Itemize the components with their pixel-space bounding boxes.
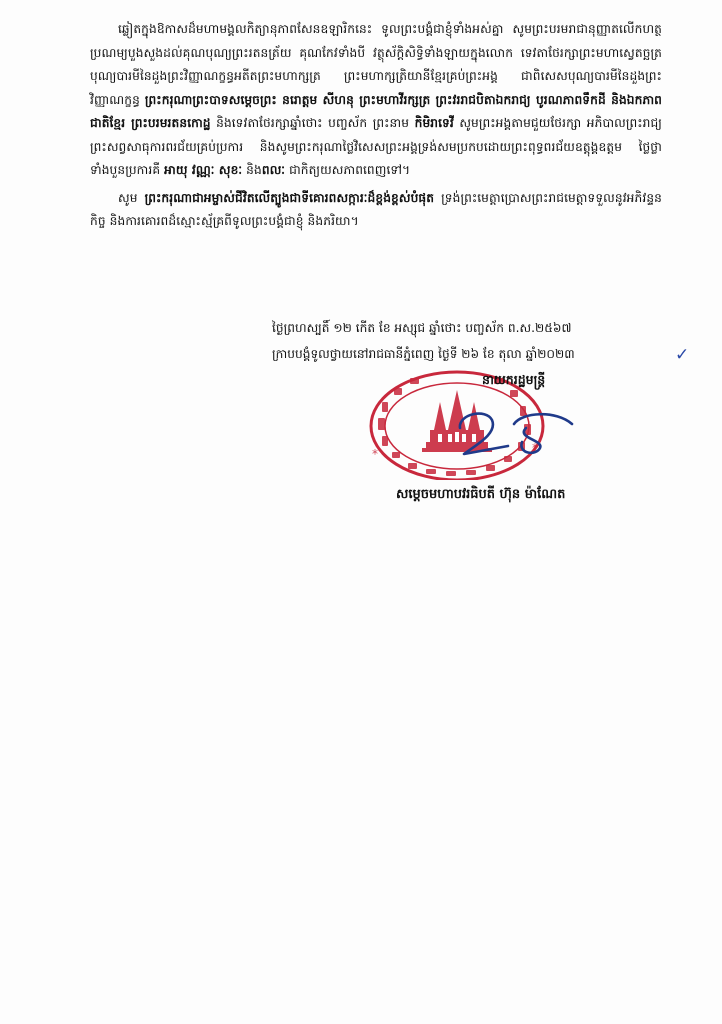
signer-role: នាយករដ្ឋមន្ត្រី [482, 372, 546, 387]
paragraph-closing-text-1: សូម [118, 190, 145, 205]
svg-text:*: * [372, 447, 378, 461]
handwritten-signature-icon [448, 402, 580, 462]
blessing-strength: ពលៈ [261, 163, 286, 177]
paragraph-blessing-text-3: សូមព្រះអង្គតាមជួយថែរក្សា អភិបាលព្រះរាជ្យព្រះសព្វសាធុការពរជ័យគ្រប់ប្រការ និងសូមព្រះករុណាថ្លៃវិសេសព្រះអង្គទ្រង់សមប្រកបដោយព្រះពុទ្ធពរជ័យឧត្តុង្គឧត្តម ថ្លៃថ្លាទាំងបួនប្រការគឺ [90, 116, 662, 177]
lunar-date: ថ្ងៃព្រហស្បតិ៍ ១២ កើត ខែ អស្សុជ ឆ្នាំថោះ បញ្ចស័ក ព.ស.២៥៦៧ [272, 321, 572, 335]
paragraph-blessing-text-1: ឆ្លៀតក្នុងឱកាសដ៏មហាមង្គលកិត្យានុភាពសែនឧឡារិកនេះ ទូលព្រះបង្គំជាខ្ញុំទាំងអស់គ្នា សូមព្រះបរមរាជានុញ្ញាតលើកហត្ថប្រណម្យបួងសួងដល់គុណបុណ្យព្រះរតនត្រ័យ គុណកែវទាំងបី វត្ថុស័ក្តិសិទ្ធិទាំងឡាយក្នុងលោក ទេវតាថែរក្សាព្រះមហាស្វេតច្ឆត្រ បុណ្យបារមីនៃដួងព្រះវិញ្ញាណក្ខន្ធអតីតព្រះមហាក្សត្រ ព្រះមហាក្សត្រិយានីខ្មែរគ្រប់ព្រះអង្គ ជាពិសេសបុណ្យបារមីនៃដួងព្រះវិញ្ញាណក្ខន្ធ [90, 22, 662, 107]
king-title: ព្រះករុណាជាអម្ចាស់ជីវិតលើត្បូងជាទីគោរពសក្ការៈដ៏ខ្ពង់ខ្ពស់បំផុត [144, 190, 435, 205]
signer-name: សម្តេចមហាបវរធិបតី ហ៊ុន ម៉ាណែត [396, 487, 566, 502]
deity-name: កិមិរាទេវី [414, 116, 454, 130]
solar-date: ក្រាបបង្គំទូលថ្វាយនៅរាជធានីភ្នំពេញ ថ្ងៃទី ២៦ ខែ តុលា ឆ្នាំ២០២៣ [272, 347, 575, 361]
paragraph-blessing-text-5: ជាកិត្យយសភាពពេញទៅ។ [285, 163, 411, 177]
blessings-list: អាយុ វណ្ណៈ សុខៈ [164, 163, 243, 177]
king-father-title: ព្រះករុណាព្រះបាទសម្តេចព្រះ នរោត្តម សីហនុ ព្រះមហាវីរក្សត្រ ព្រះវររាជបិតាឯករាជ្យ បូរណភាពទឹកដី និងឯកភាពជាតិខ្មែរ ព្រះបរមរតនកោដ្ឋ [90, 92, 662, 130]
paragraph-closing-text-2: ទ្រង់ព្រះមេត្តាប្រោសព្រះរាជមេត្តាទទួលនូវអភិវន្ទនកិច្ច និងការគោរពដ៏ស្មោះស្ម័គ្រពីទូលព្រះបង្គំជាខ្ញុំ និងភរិយា។ [90, 190, 662, 228]
letter-body [90, 18, 662, 234]
paragraph-blessing [90, 18, 662, 183]
paragraph-blessing-text-4: និង [242, 163, 262, 177]
svg-text:*: * [532, 441, 538, 455]
paragraph-blessing-text-2: និងទេវតាថែរក្សាឆ្នាំថោះ បញ្ចស័ក ព្រះនាម [210, 116, 415, 130]
paragraph-closing [90, 187, 662, 234]
checkmark-icon: ✓ [675, 345, 690, 365]
